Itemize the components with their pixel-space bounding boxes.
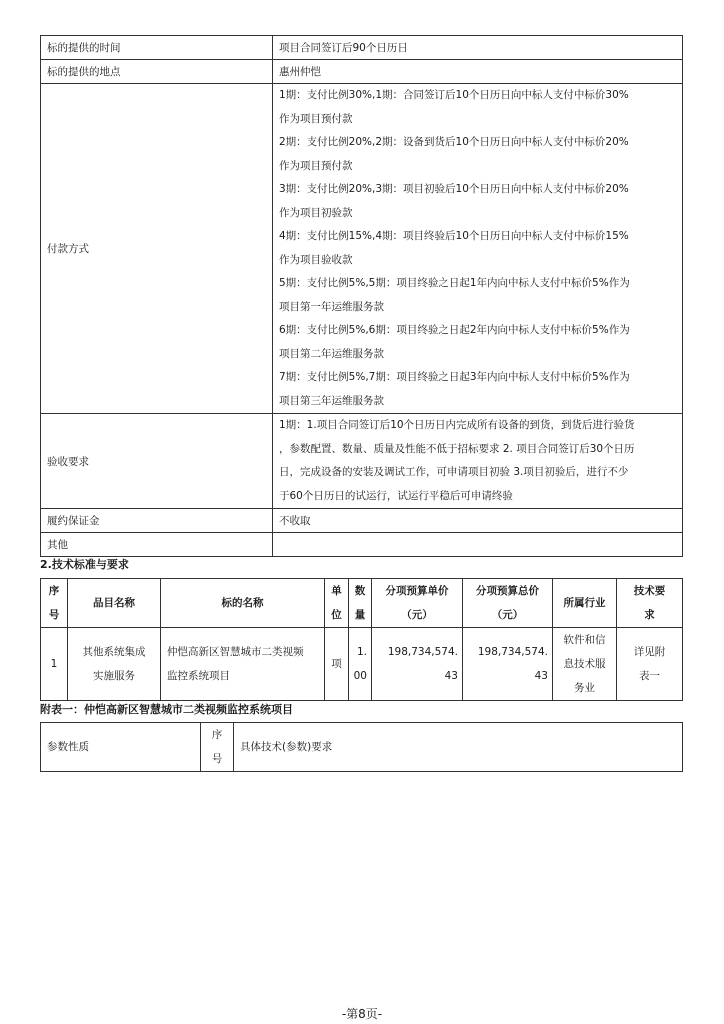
section-title-tech-standards: 2.技术标准与要求 [40,558,129,571]
payment-line: 5期：支付比例5%,5期：项目终验之日起1年内向中标人支付中标价5%作为 [279,277,630,289]
table-row [41,60,683,84]
payment-line: 1期：支付比例30%,1期：合同签订后10个日历日向中标人支付中标价30% [279,89,629,101]
annex-title: 附表一：仲恺高新区智慧城市二类视频监控系统项目 [40,703,293,716]
header-qty: 数 量 [349,579,372,628]
table-row [41,509,683,533]
cell-industry: 软件和信 息技术服 务业 [553,628,617,701]
label-payment-method: 付款方式 [41,84,273,414]
payment-line: 项目第一年运维服务款 [279,300,384,313]
table-row [41,84,683,414]
payment-line: 项目第三年运维服务款 [279,394,384,407]
cell-unit-price: 198,734,574. 43 [372,628,463,701]
acceptance-line: 日，完成设备的安装及调试工作，可申请项目初验 3.项目初验后，进行不少 [279,466,629,478]
acceptance-line: 于60个日历日的试运行，试运行平稳后可申请终验 [279,489,513,502]
header-item: 品目名称 [68,579,161,628]
value-acceptance [273,414,683,509]
table-row [41,628,683,701]
value-performance-bond: 不收取 [273,509,683,533]
payment-line: 作为项目预付款 [279,112,353,125]
payment-line: 作为项目初验款 [279,206,353,219]
acceptance-line: ，参数配置、数量、质量及性能不低于招标要求 2. 项目合同签订后30个日历 [279,442,635,455]
payment-line: 3期：支付比例20%,3期：项目初验后10个日历日向中标人支付中标价20% [279,183,629,195]
payment-line: 4期：支付比例15%,4期：项目终验后10个日历日向中标人支付中标价15% [279,230,629,242]
cell-seq: 1 [41,628,68,701]
annex-col-param-type: 参数性质 [41,723,201,772]
table-row [41,414,683,509]
header-name: 标的名称 [161,579,325,628]
cell-total-price: 198,734,574. 43 [463,628,553,701]
table-row [41,533,683,557]
header-unit-price: 分项预算单价 （元） [372,579,463,628]
cell-unit: 项 [325,628,349,701]
header-industry: 所属行业 [553,579,617,628]
table-header-row [41,723,683,772]
value-other [273,533,683,557]
header-unit: 单 位 [325,579,349,628]
label-other: 其他 [41,533,273,557]
page-number: -第8页- [341,1007,383,1021]
header-seq: 序 号 [41,579,68,628]
acceptance-line: 1期：1.项目合同签订后10个日历日内完成所有设备的到货，到货后进行验货 [279,419,635,431]
procurement-details-table [40,35,683,557]
cell-qty: 1. 00 [349,628,372,701]
cell-name: 仲恺高新区智慧城市二类视频 监控系统项目 [161,628,325,701]
header-tech: 技术要 求 [617,579,683,628]
cell-item: 其他系统集成 实施服务 [68,628,161,701]
payment-line: 作为项目预付款 [279,159,353,172]
payment-line: 6期：支付比例5%,6期：项目终验之日起2年内向中标人支付中标价5%作为 [279,324,630,336]
value-delivery-location: 惠州仲恺 [273,60,683,84]
annex-col-requirements: 具体技术(参数)要求 [234,723,683,772]
annex-table [40,722,683,772]
label-delivery-time: 标的提供的时间 [41,36,273,60]
label-acceptance: 验收要求 [41,414,273,509]
header-total-price: 分项预算总价 （元） [463,579,553,628]
payment-line: 7期：支付比例5%,7期：项目终验之日起3年内向中标人支付中标价5%作为 [279,371,630,383]
label-delivery-location: 标的提供的地点 [41,60,273,84]
value-payment-method [273,84,683,414]
annex-col-seq: 序 号 [201,723,234,772]
table-row [41,36,683,60]
payment-line: 2期：支付比例20%,2期：设备到货后10个日历日向中标人支付中标价20% [279,136,629,148]
label-performance-bond: 履约保证金 [41,509,273,533]
value-delivery-time: 项目合同签订后90个日历日 [273,36,683,60]
payment-line: 作为项目验收款 [279,253,353,266]
tech-standards-table [40,578,683,701]
table-header-row [41,579,683,628]
payment-line: 项目第二年运维服务款 [279,347,384,360]
cell-tech: 详见附 表一 [617,628,683,701]
